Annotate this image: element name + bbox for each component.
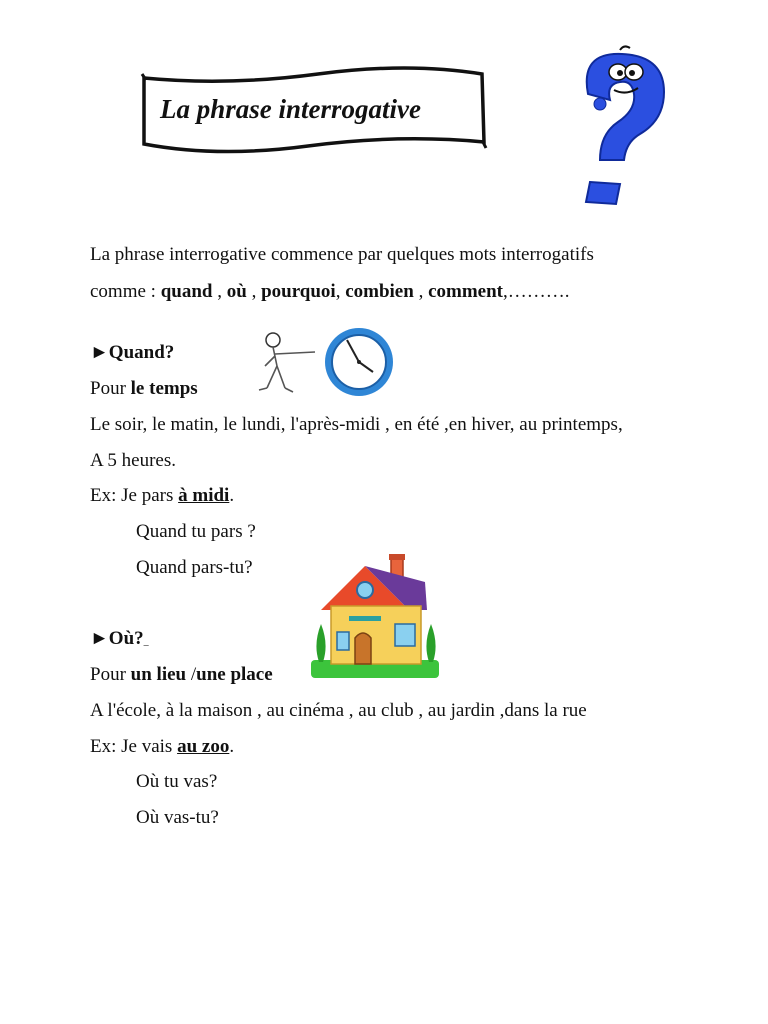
house-icon (305, 548, 445, 683)
ex-end: . (229, 736, 235, 757)
quand-examples: Le soir, le matin, le lundi, l'après-midi , en été ,en hiver, au printemps, (90, 414, 623, 435)
ou-question-1: Où tu vas? (136, 771, 218, 792)
quand-question-2: Quand pars-tu? (136, 557, 253, 578)
ex-end: . (229, 485, 235, 506)
ex-prefix: Ex: Je pars (90, 485, 179, 506)
intro-line-2 (90, 281, 569, 303)
word-combien: combien (345, 281, 414, 302)
ou-question-2: Où vas-tu? (136, 807, 219, 828)
le-temps: le temps (130, 378, 198, 399)
question-mark-character-icon (560, 42, 670, 217)
pour-label: Pour (90, 664, 131, 685)
quand-heading-text: ►Quand? (90, 342, 175, 363)
word-ou: où (226, 281, 247, 302)
un-lieu: un lieu (130, 664, 187, 685)
au-zoo: au zoo (177, 736, 230, 757)
word-pourquoi: pourquoi (261, 281, 336, 302)
separator: , (246, 281, 262, 302)
page-title: La phrase interrogative (160, 94, 421, 124)
clock-with-figure-icon (255, 326, 405, 398)
quand-question-1: Quand tu pars ? (136, 521, 256, 542)
ou-ex-line (90, 736, 234, 758)
intro-line-1: La phrase interrogative commence par quelques mots interrogatifs (90, 244, 594, 265)
word-comment: comment (428, 281, 503, 302)
a-midi: à midi (178, 485, 230, 506)
quand-pour-line (90, 378, 198, 400)
ou-pour-line (90, 664, 273, 686)
ou-heading-text: ►Où? (90, 628, 144, 649)
ou-heading-suffix: _ (143, 636, 149, 647)
quand-ex-line (90, 485, 234, 507)
separator: , (212, 281, 227, 302)
section-quand-heading (90, 342, 174, 364)
word-quand: quand (160, 281, 213, 302)
section-ou-heading (90, 628, 149, 650)
intro-dots: ,………. (502, 281, 570, 302)
pour-label: Pour (90, 378, 131, 399)
quand-examples-2: A 5 heures. (90, 450, 177, 471)
intro-comme: comme : (90, 281, 161, 302)
ex-prefix: Ex: Je vais (90, 736, 178, 757)
separator: , (335, 281, 346, 302)
une-place: une place (196, 664, 273, 685)
separator: , (413, 281, 429, 302)
slash: / (186, 664, 197, 685)
ou-examples: A l'école, à la maison , au cinéma , au club , au jardin ,dans la rue (90, 700, 587, 721)
